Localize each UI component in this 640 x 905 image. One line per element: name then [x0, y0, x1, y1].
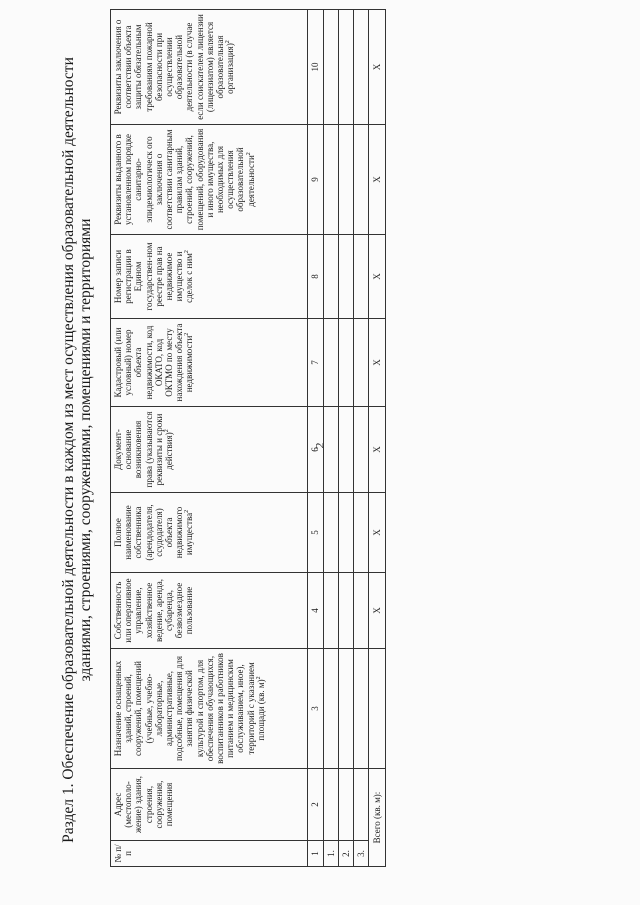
column-number: 10	[308, 10, 324, 125]
column-number: 4	[308, 573, 324, 649]
total-cell: X	[369, 493, 386, 573]
section-title-line-2: зданиями, строениями, сооружениями, помещениями и территориями	[77, 218, 94, 682]
header-cell: Собственность или оперативное управление, хозяйственное ведение, аренда, субаренда, безвозмездное пользование	[111, 573, 308, 649]
table-cell	[324, 125, 339, 235]
table-cell: 1.	[324, 841, 339, 867]
table-cell	[354, 125, 369, 235]
table-cell	[354, 573, 369, 649]
header-cell: Назначение оснащенных зданий, строений, сооружений, помещений (учебные, учебно-лабораторные, административные, подсобные, помещения для занятия физической культурой и спортом, для обеспечения обучающихся, воспитанников и работников питанием и медицинским обслуживанием, иное), территорий с указанием площади (кв. м)$^2$	[111, 649, 308, 769]
table-cell	[354, 407, 369, 493]
total-cell: X	[369, 235, 386, 319]
page-number: 2	[312, 442, 327, 449]
header-cell: Документ-основание возникновения права (указываются реквизиты и сроки действия)$^2$	[111, 407, 308, 493]
table-cell	[354, 493, 369, 573]
table-cell	[339, 493, 354, 573]
table-cell	[339, 235, 354, 319]
total-cell: X	[369, 319, 386, 407]
table-row	[324, 10, 339, 867]
header-cell: Реквизиты заключения о соответствии объекта защиты обязательным требованиям пожарной безопасности при осуществлении образовательной деятельности (в случае если соискателем лицензии (лицензиатом) является образовательная организация)$^2$	[111, 10, 308, 125]
table-header-row	[111, 10, 308, 867]
table-cell	[324, 407, 339, 493]
table-cell	[339, 769, 354, 841]
column-number: 7	[308, 319, 324, 407]
table-cell	[339, 319, 354, 407]
column-number: 1	[308, 841, 324, 867]
header-cell: Реквизиты выданного в установленном порядке санитарно-эпидемиологическ ого заключения о соответствии санитарным правилам зданий, строений, сооружений, помещений, оборудования и иного имущества, необходимых для осуществления образовательной деятельности$^2$	[111, 125, 308, 235]
column-number-row	[308, 10, 324, 867]
table-cell	[354, 10, 369, 125]
total-label: Всего (кв. м):	[369, 769, 386, 867]
table-cell	[324, 319, 339, 407]
header-cell: Номер записи регистрации в Едином государствен-ном реестре прав на недвижимое имущество и сделок с ним$^2$	[111, 235, 308, 319]
table-row	[339, 10, 354, 867]
table-cell	[339, 10, 354, 125]
table-cell	[339, 649, 354, 769]
premises-table	[110, 9, 386, 867]
table-cell	[324, 769, 339, 841]
table-cell	[354, 769, 369, 841]
column-number: 2	[308, 769, 324, 841]
column-number: 3	[308, 649, 324, 769]
column-number: 5	[308, 493, 324, 573]
column-number: 9	[308, 125, 324, 235]
total-cell: X	[369, 407, 386, 493]
total-row	[369, 10, 386, 867]
section-title	[60, 35, 94, 865]
table-cell	[324, 493, 339, 573]
table-cell	[324, 235, 339, 319]
column-number: 6	[308, 407, 324, 493]
total-cell: X	[369, 10, 386, 125]
table-cell	[324, 10, 339, 125]
total-cell	[369, 649, 386, 769]
table-row	[354, 10, 369, 867]
total-cell: X	[369, 573, 386, 649]
table-cell	[354, 649, 369, 769]
section-title-line-1: Раздел 1. Обеспечение образовательной деятельности в каждом из мест осуществления образовательной деятельности	[60, 57, 77, 843]
header-cell: Полное наименование собственника (арендодателя, ссудодателя) объекта недвижимого имущества$^2$	[111, 493, 308, 573]
header-cell: Кадастровый (или условный) номер объекта недвижимости, код ОКАТО, код ОКТМО по месту нахождения объекта недвижимости$^2$	[111, 319, 308, 407]
column-number: 8	[308, 235, 324, 319]
table-cell: 3.	[354, 841, 369, 867]
table-cell: 2.	[339, 841, 354, 867]
table-cell	[339, 407, 354, 493]
header-cell: Адрес (местополо-жение) здания, строения, сооружения, помещения	[111, 769, 308, 841]
table-cell	[339, 125, 354, 235]
table-cell	[354, 319, 369, 407]
table-cell	[339, 573, 354, 649]
table-cell	[324, 649, 339, 769]
total-cell: X	[369, 125, 386, 235]
table-cell	[324, 573, 339, 649]
table-cell	[354, 235, 369, 319]
header-cell: № п/ п	[111, 841, 308, 867]
